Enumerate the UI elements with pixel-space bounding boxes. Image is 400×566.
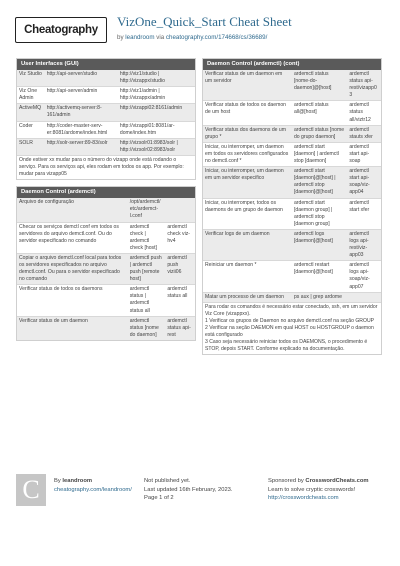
row-command: /opt/ardemctl/etc/ardemct-l.conf [129, 199, 161, 220]
sponsor-name: CrosswordCheats.com [305, 478, 369, 484]
row-description: ActiveMQ [19, 105, 42, 112]
row-description: Verificar status de todos os daemon de um host [205, 102, 286, 116]
row-description: Verificar status dos daemons de um grupo * [205, 126, 286, 140]
row-description: Verificar logs de um daemon [205, 230, 270, 237]
row-command: ardemctl status all@[host] [293, 102, 329, 116]
table-row [203, 100, 381, 124]
author-avatar: C [16, 474, 46, 506]
via-text: via [156, 34, 165, 41]
row-description: Verificar status de um daemon [19, 317, 88, 324]
sheet-url-link[interactable]: cheatography.com/174668/cs/36689/ [165, 34, 268, 41]
footer-author-name: leandroom [62, 478, 93, 484]
note-line: Para rodar os comandos é necessário estar conectado, ssh, em um servidor Viz Core (vizappxx). [205, 303, 378, 317]
table-row [203, 198, 381, 229]
table-row [203, 229, 381, 260]
panel-heading: Daemon Control (ardemctl) [17, 187, 195, 198]
note-line: 1 Verificar os grupos de Daemon no arquivo demctl.conf na seção GROUP [205, 317, 375, 324]
panel-heading: Daemon Control (ardemctl) (cont) [203, 59, 381, 70]
table-row [203, 125, 381, 142]
row-command: ardemctl restart [daemon]@[host] [293, 262, 333, 276]
row-example: ardemctl status api-rest/vizapp03 [349, 71, 377, 99]
row-description: Iniciar, ou interromper, um daemon em um servidor especifico [205, 168, 284, 182]
row-example: ardemctl status all [167, 286, 188, 300]
cheatography-logo[interactable]: Cheatography [15, 17, 107, 43]
table-row [203, 142, 381, 166]
row-example: ardemctl stauts xfer [349, 126, 373, 140]
row-example: http://vizappi02:8161/admin [119, 105, 183, 112]
last-updated: Last updated 16th February, 2023. [144, 486, 233, 493]
note-line: 3 Caso seja necessário reiniciar todos os DAEMONS, o procedimento é STOP, depois START. Conforme explicado na documentação. [205, 339, 368, 353]
row-example: ardemctl status all/viztr12 [349, 102, 371, 123]
row-command: ardemctl status | ardemctl status all [129, 286, 150, 314]
page-header [0, 0, 400, 51]
panel-note [203, 302, 381, 355]
table-row [17, 103, 195, 120]
left-column [16, 58, 196, 347]
sponsor-tagline: Learn to solve cryptic crosswords! [268, 486, 356, 493]
row-description: Coder [19, 122, 33, 129]
row-example: ardemctl check viz-hv4 [167, 223, 190, 244]
table-row [203, 292, 381, 302]
row-description: Viz One Admin [19, 88, 38, 102]
row-command: http://coder-master-serv-er:8081/ardome/index.html [46, 122, 108, 136]
row-command: ardemctl status [nome do daemon] [129, 317, 159, 338]
page-number: Page 1 of 2 [144, 495, 174, 501]
row-description: Arquivo de configuração [19, 199, 74, 206]
row-example [347, 293, 381, 302]
table-row [17, 86, 195, 103]
table-row [17, 121, 195, 138]
footer-author [54, 477, 144, 494]
row-description: Iniciar, ou interromper, um daemon em todos os servidores configurados no demctl.conf * [205, 143, 289, 165]
row-example: ardemctl logs api-soap/viz-app07 [349, 262, 370, 290]
row-command: ardemctl status [nome do grupo daemon] [293, 126, 345, 140]
row-description: Viz Studio [19, 71, 42, 77]
table-row [17, 253, 195, 284]
row-example: ardemctl status api-rest [167, 317, 191, 338]
right-column [202, 58, 382, 361]
note-line: 2 Verificar na seção DAEMON em qual HOST ou HOSTGROUP o daemon está configurado [205, 325, 374, 339]
panel-heading: User Interfaces (GUI) [17, 59, 195, 70]
sponsor-prefix: Sponsored by [268, 478, 304, 484]
row-command: ardemctl start [daemon group] | ardemctl stop [daemon group] [293, 199, 333, 227]
row-example: http://viz1/studio | http://vizappx/studio [119, 71, 165, 85]
row-description: Matar um processo de um daemon [205, 293, 284, 300]
row-description: Reiniciar um daemon * [205, 262, 257, 269]
user-interfaces-panel [16, 58, 196, 180]
ardemctl-cont-panel [202, 58, 382, 355]
row-command: ardemctl status [nome-do-daemon]@[host] [293, 71, 332, 92]
published-status: Not published yet. [144, 478, 191, 484]
row-command: http://api-server/studio [46, 71, 98, 77]
row-description: Verificar status de todos os daemons [19, 286, 103, 293]
table-row [17, 138, 195, 155]
footer-sponsor [268, 477, 384, 503]
byline [117, 34, 267, 41]
row-command: ps aux | grep ardome [293, 293, 343, 300]
row-description: Iniciar, ou interromper, todos os daemons de um grupo de daemon [205, 199, 283, 213]
table-row [203, 166, 381, 197]
table-row [17, 316, 195, 340]
panel-note: Onde estiver xx mudar para o número do vizapp onde está rodando o serviço. Para os serviços api, eles rodam em todos os app. Por exemplo: mudar para vizapp05 [17, 155, 195, 179]
row-description: Verificar status de um daemon em um servidor [205, 71, 283, 85]
ardemctl-panel [16, 186, 196, 341]
table-row [203, 70, 381, 100]
row-example: ardemctl start api-soap [349, 143, 370, 165]
row-command: ardemctl start [daemon] | ardemctl stop [daemon] [293, 143, 339, 165]
row-command: http://api-server/admin [46, 88, 98, 95]
row-example: http://vizappi01:8081/ar-dome/index.htm [119, 122, 175, 136]
row-example: http://vizsolr01:8983/solr | http://vizsolr02:8983/solr [119, 139, 178, 153]
row-command: http://activemq-server:8-161/admin [46, 105, 102, 119]
row-command: http://solr-server:89-83/solr [46, 139, 108, 146]
row-example: ardemctl start xfer [349, 199, 370, 213]
row-example: http://viz1/admin | http://vizappx/admin [119, 88, 166, 102]
table-row [17, 198, 195, 221]
by-prefix: by [117, 34, 124, 41]
sponsor-link[interactable]: http://crosswordcheats.com [268, 495, 339, 501]
page-title: VizOne_Quick_Start Cheat Sheet [117, 14, 292, 29]
table-row [17, 70, 195, 86]
by-label: By [54, 478, 61, 484]
page-footer [16, 474, 384, 560]
row-description: Checar os serviços demctl conf em todos os servidores do arquivo demctl.conf. Ou do servidor especificado no comando [19, 223, 119, 244]
table-row [203, 260, 381, 291]
author-link[interactable]: leandroom [125, 34, 155, 41]
row-example [165, 198, 195, 221]
row-example: ardemctl start api-soap/viz-app04 [349, 168, 370, 196]
row-command: ardemctl logs [daemon]@[host] [293, 230, 333, 244]
footer-meta [144, 477, 264, 503]
table-row [17, 284, 195, 315]
row-example: ardemctl logs api-rest/viz-app03 [349, 230, 369, 259]
row-command: ardemctl check | ardemctl check [host] [129, 223, 157, 251]
row-example: ardemctl push vizii06 [167, 254, 187, 276]
row-description: SOLR [19, 139, 33, 146]
table-row [17, 222, 195, 253]
author-profile-link[interactable]: cheatography.com/leandroom/ [54, 486, 132, 493]
row-command: ardemctl start [daemon]@[host] | ardemctl stop [daemon]@[host] [293, 168, 336, 196]
row-command: ardemctl push | ardemctl push [remote host] [129, 254, 162, 283]
row-description: Copiar o arquivo demctl.conf local para todos os servidores especificados no arquivo demctl.conf. Ou para o servidor especificado no comando [19, 254, 122, 283]
